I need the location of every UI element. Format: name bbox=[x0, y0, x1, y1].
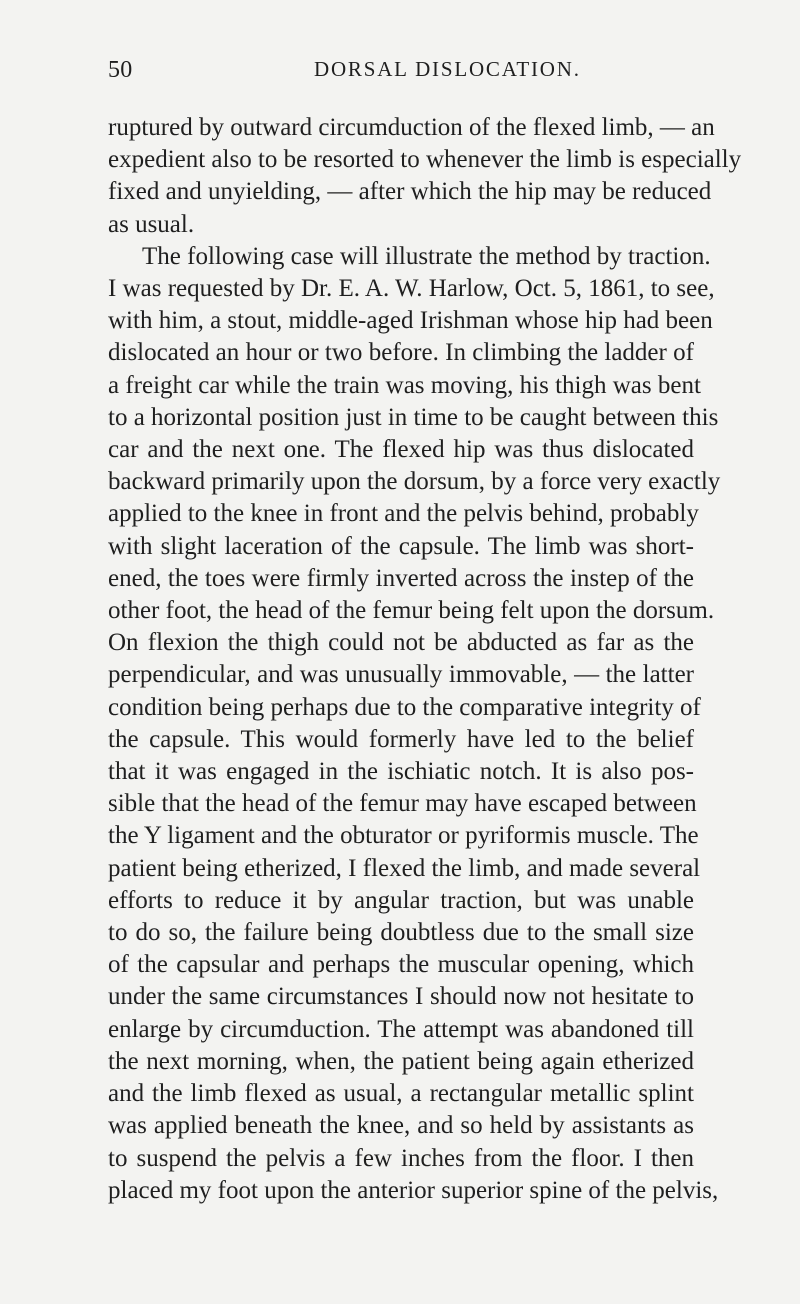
text-line: efforts to reduce it by angular traction, but was unable bbox=[108, 886, 694, 914]
text-line: the capsule. This would formerly have led to the belief bbox=[108, 725, 694, 753]
text-line: was applied beneath the knee, and so held by assistants as bbox=[108, 1112, 694, 1140]
text-line: to do so, the failure being doubtless due to the small size bbox=[108, 919, 694, 947]
body-text bbox=[108, 112, 742, 1207]
text-line: car and the next one. The flexed hip was thus dislocated bbox=[108, 436, 694, 464]
text-line: dislocated an hour or two before. In climbing the ladder of bbox=[108, 339, 694, 367]
text-line: backward primarily upon the dorsum, by a force very exactly bbox=[108, 468, 721, 496]
text-line: applied to the knee in front and the pelvis behind, probably bbox=[108, 500, 699, 528]
text-line: ruptured by outward circumduction of the flexed limb, — an bbox=[108, 114, 715, 141]
text-line: enlarge by circumduction. The attempt was abandoned till bbox=[108, 1015, 694, 1043]
text-line: to a horizontal position just in time to be caught between this bbox=[108, 403, 719, 431]
page-header bbox=[108, 57, 696, 89]
text-line: of the capsular and perhaps the muscular opening, which bbox=[108, 951, 694, 979]
text-line: On flexion the thigh could not be abducted as far as the bbox=[108, 629, 694, 657]
text-line: perpendicular, and was unusually immovable, — the latter bbox=[108, 661, 694, 689]
text-line: under the same circumstances I should now not hesitate to bbox=[108, 983, 694, 1011]
text-line: a freight car while the train was moving, his thigh was bent bbox=[108, 371, 701, 399]
text-line: ened, the toes were firmly inverted across the instep of the bbox=[108, 564, 694, 592]
text-line: and the limb flexed as usual, a rectangular metallic splint bbox=[108, 1080, 694, 1108]
text-line: as usual. bbox=[108, 210, 195, 238]
text-line: the Y ligament and the obturator or pyriformis muscle. The bbox=[108, 822, 699, 850]
text-line: that it was engaged in the ischiatic notch. It is also pos- bbox=[108, 758, 694, 786]
text-line: to suspend the pelvis a few inches from the floor. I then bbox=[108, 1144, 694, 1172]
text-line: patient being etherized, I flexed the limb, and made several bbox=[108, 854, 701, 882]
text-line: the next morning, when, the patient being again etherized bbox=[108, 1047, 694, 1075]
text-line: I was requested by Dr. E. A. W. Harlow, Oct. 5, 1861, to see, bbox=[108, 275, 715, 303]
text-line: condition being perhaps due to the comparative integrity of bbox=[108, 693, 701, 721]
text-line: with him, a stout, middle-aged Irishman whose hip had been bbox=[108, 307, 713, 335]
text-line: fixed and unyielding, — after which the hip may be reduced bbox=[108, 178, 712, 206]
text-line: sible that the head of the femur may have escaped between bbox=[108, 790, 697, 818]
running-head: DORSAL DISLOCATION. bbox=[314, 57, 581, 81]
text-line: expedient also to be resorted to whenever the limb is especially bbox=[108, 146, 742, 174]
text-line: The following case will illustrate the method by traction. bbox=[142, 242, 711, 270]
text-line: other foot, the head of the femur being felt upon the dorsum. bbox=[108, 597, 715, 625]
text-line: with slight laceration of the capsule. The limb was short- bbox=[108, 532, 694, 560]
page-number: 50 bbox=[108, 57, 133, 83]
text-line: placed my foot upon the anterior superior spine of the pelvis, bbox=[108, 1176, 719, 1204]
